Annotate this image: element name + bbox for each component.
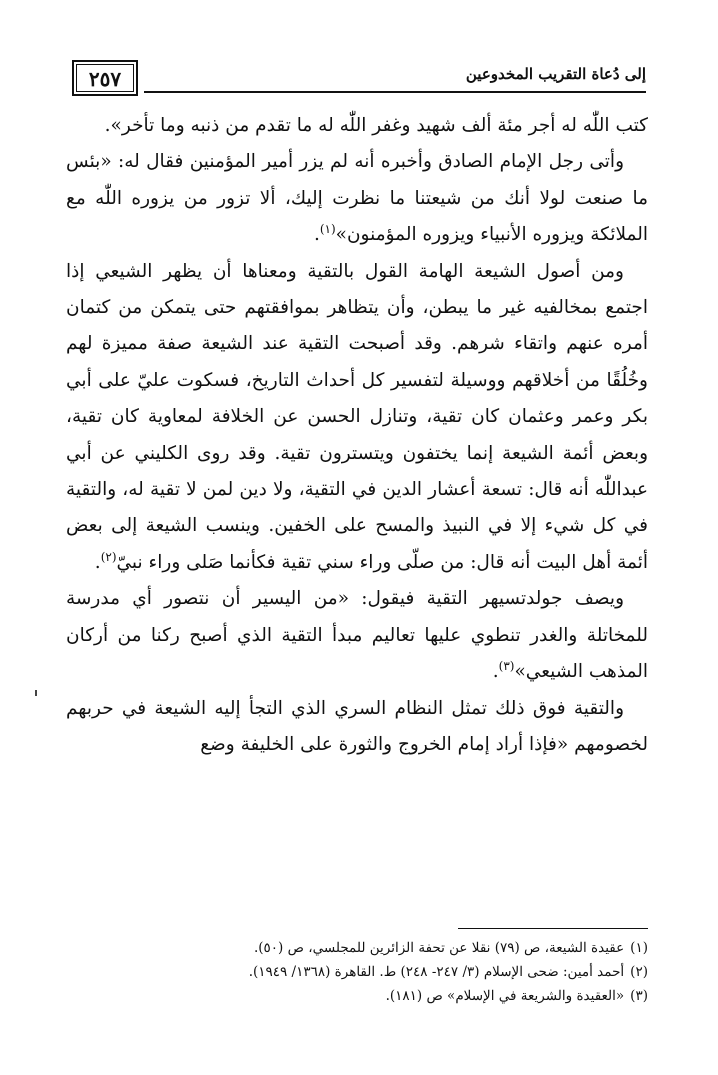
paragraph bbox=[66, 691, 648, 764]
footnote-text: عقيدة الشيعة، ص (٧٩) نقلا عن تحفة الزائرين للمجلسي، ص (٥٠). bbox=[253, 940, 625, 956]
footnote bbox=[66, 960, 648, 984]
footnote-text: «العقيدة والشريعة في الإسلام» ص (١٨١). bbox=[385, 988, 625, 1004]
footnote bbox=[66, 936, 648, 960]
paragraph-text: والتقية فوق ذلك تمثل النظام السري الذي التجأ إليه الشيعة في حربهم لخصومهم «فإذا أراد إمام الخروج والثورة على الخليفة وضع bbox=[66, 697, 648, 755]
footnote-ref[interactable]: (١) bbox=[319, 222, 336, 237]
paragraph-end: . bbox=[94, 551, 101, 573]
paragraph-text: ومن أصول الشيعة الهامة القول بالتقية ومعناها أن يظهر الشيعي إذا اجتمع بمخالفيه غير ما يبطن، وأن يتظاهر بموافقتهم حتى يتمكن من كتمان أمره عنهم واتقاء شرهم. وقد أصبحت التقية عند الشيعة صفة مميزة لهم وخُلُقًا من أخلاقهم ووسيلة لتفسير كل أحداث التاريخ، فسكوت عليّ على أبي بكر وعمر وعثمان كان تقية، وتنازل الحسن عن الخلافة لمعاوية كان تقية، وبعض أئمة الشيعة إنما يختفون ويتسترون تقية. وقد روى الكليني عن أبي عبداللّٰه أنه قال: تسعة أعشار الدين في التقية، ولا دين لمن لا تقية له، والتقية في كل شيء إلا في النبيذ والمسح على الخفين. وينسب الشيعة إلى بعض أئمة أهل البيت أنه قال: من صلّى وراء سني تقية فكأنما صَلى وراء نبيّ bbox=[66, 260, 648, 573]
footnotes bbox=[66, 936, 648, 1008]
footnote-number: (٢) bbox=[630, 964, 648, 980]
paragraph bbox=[66, 254, 648, 582]
footnote-number: (٣) bbox=[630, 988, 648, 1004]
page-number: ٢٥٧ bbox=[72, 60, 138, 96]
paragraph-end: . bbox=[313, 224, 320, 246]
footnote-number: (١) bbox=[630, 940, 648, 956]
margin-mark bbox=[35, 690, 37, 696]
footnote-rule bbox=[458, 928, 648, 929]
running-title: إلى دُعاة التقريب المخدوعين bbox=[465, 65, 646, 83]
paragraph-end: . bbox=[492, 661, 499, 683]
header-rule bbox=[144, 91, 646, 93]
page-header bbox=[72, 60, 646, 100]
paragraph bbox=[66, 581, 648, 690]
footnote-ref[interactable]: (٣) bbox=[498, 658, 515, 673]
paragraph bbox=[66, 108, 648, 144]
footnote-ref[interactable]: (٢) bbox=[100, 549, 117, 564]
footnote-text: أحمد أمين: ضحى الإسلام (٣/ ٢٤٧- ٢٤٨) ط. القاهرة (١٣٦٨/ ١٩٤٩). bbox=[248, 964, 625, 980]
main-text bbox=[66, 108, 648, 763]
footnote bbox=[66, 984, 648, 1008]
paragraph-text: وأتى رجل الإمام الصادق وأخبره أنه لم يزر أمير المؤمنين فقال له: «بئس ما صنعت لولا أنك من شيعتنا ما نظرت إليك، ألا تزور من يزوره اللّٰه مع الملائكة ويزوره الأنبياء ويزوره المؤمنون» bbox=[66, 151, 648, 246]
paragraph-text: ويصف جولدتسيهر التقية فيقول: «من اليسير أن نتصور أي مدرسة للمخاتلة والغدر تنطوي عليها تعاليم مبدأ التقية الذي أصبح ركنا من أركان المذهب الشيعي» bbox=[66, 588, 648, 683]
paragraph-text: كتب اللّٰه له أجر مئة ألف شهيد وغفر اللّٰه له ما تقدم من ذنبه وما تأخر». bbox=[104, 115, 648, 136]
paragraph bbox=[66, 144, 648, 253]
